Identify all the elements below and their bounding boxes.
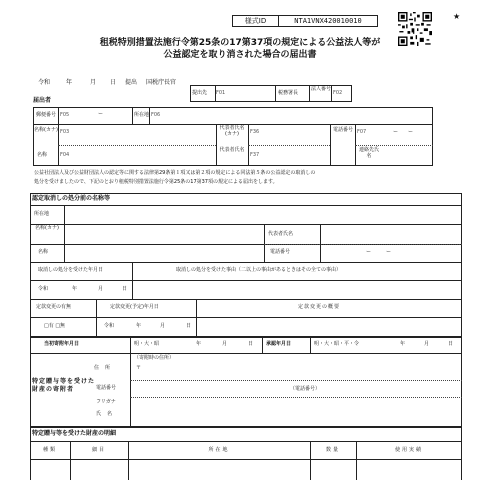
code-f03: F03	[60, 129, 70, 135]
s1-rep-input[interactable]	[322, 226, 460, 242]
change-era: 令和	[104, 323, 115, 329]
postal-code-input[interactable]	[72, 109, 130, 122]
donation-year: 年	[196, 341, 202, 347]
star-mark: ★	[453, 12, 461, 21]
address-label: 所在地	[134, 112, 150, 118]
donor-address-input[interactable]	[146, 362, 458, 378]
phone-dashes: ー ー	[393, 129, 414, 135]
name-kana-input[interactable]	[72, 127, 214, 143]
name-input[interactable]	[72, 148, 214, 164]
donor-name-input[interactable]	[134, 400, 458, 424]
rep-name-label: 代表者氏名	[219, 147, 245, 153]
s1-rep-label: 代表者氏名	[268, 231, 294, 237]
disposal-month: 月	[98, 286, 104, 292]
code-f05: F05	[60, 112, 70, 118]
s1-name-input[interactable]	[66, 246, 262, 260]
rep-name-input[interactable]	[262, 148, 328, 164]
prev-address-note: （寄附時の住所）	[134, 355, 175, 361]
change-day: 日	[186, 323, 192, 329]
change-yes-no[interactable]: □有 □無	[44, 323, 66, 329]
s1-name-kana-label: 名称(カナ)	[35, 225, 59, 231]
corp-no-input[interactable]	[333, 88, 351, 100]
postal-dash: ー	[98, 111, 104, 117]
approval-month: 月	[424, 341, 430, 347]
change-year: 年	[136, 323, 142, 329]
contact-label: 連絡先氏名	[358, 147, 379, 159]
s1-phone-input[interactable]	[322, 246, 460, 260]
disposal-day: 日	[122, 286, 128, 292]
code-f02: F02	[333, 90, 343, 96]
section1-title: 認定取消しの処分前の名称等	[32, 195, 111, 202]
code-f37: F37	[250, 152, 260, 158]
disposal-reason-input[interactable]	[134, 282, 460, 297]
donor-address-label: 住所	[94, 365, 117, 371]
approval-day: 日	[448, 341, 454, 347]
donor-phone-note: （電話番号）	[290, 386, 321, 392]
rep-kana-label: 代表者氏名(カナ)	[219, 125, 245, 137]
code-f07: F07	[357, 129, 367, 135]
code-f36: F36	[250, 129, 260, 135]
disposal-date-label: 取消しの処分を受けた年月日	[38, 267, 104, 273]
s1-name-kana-input[interactable]	[66, 226, 262, 242]
intro-line1: 公益社団法人及び公益財団法人の認定等に関する法律第29条第１項又は第２項の規定による同法第５条の公益認定の取消しの	[34, 170, 316, 176]
donation-day: 日	[248, 341, 254, 347]
phone-input[interactable]	[370, 127, 431, 143]
s1-phone-label: 電話番号	[270, 249, 291, 255]
donation-month: 月	[222, 341, 228, 347]
donor-phone-label: 電話番号	[96, 385, 117, 391]
donor-label: 特定贈与等を受けた財産の寄附者	[32, 378, 96, 394]
col-location: 所在地	[208, 447, 230, 453]
disposal-reason-label: 取消しの処分を受けた事由（二以上の事由があるときはその全ての事由）	[176, 267, 342, 273]
s1-phone-dashes: ー ー	[366, 249, 392, 255]
corp-no-label: 法人番号	[311, 86, 332, 92]
contact-name-input[interactable]	[383, 148, 431, 164]
code-f01: F01	[216, 90, 226, 96]
donation-era: 明・大・昭	[134, 341, 160, 347]
postal-mark: 〒	[136, 365, 142, 371]
change-label: 定款変更の有無	[36, 304, 72, 310]
change-date-label: 定款変更(予定)年月日	[110, 304, 159, 310]
col-subitem: 細目	[91, 447, 106, 453]
change-month: 月	[160, 323, 166, 329]
recipient-label: 提出先	[192, 90, 208, 96]
donor-phone-input[interactable]	[134, 383, 458, 395]
phone-label: 電話番号	[332, 127, 353, 133]
approval-year: 年	[400, 341, 406, 347]
donor-furigana-label: フリガナ	[96, 399, 116, 405]
col-kind: 種類	[42, 447, 57, 453]
document-title-line2: 公益認定を取り消された場合の届出書	[163, 50, 317, 60]
date-submit: 提出	[125, 79, 138, 86]
date-month: 月	[90, 79, 97, 86]
postal-label: 郵便番号	[36, 112, 57, 118]
office-label: 税務署長	[278, 90, 299, 96]
name-kana-label: 名称(カナ)	[34, 127, 58, 133]
col-quantity: 数量	[325, 447, 340, 453]
notifier-label: 届出者	[33, 97, 52, 104]
rep-kana-input[interactable]	[262, 127, 328, 143]
document-title-line1: 租税特別措置法施行令第25条の17第37項の規定による公益法人等が	[99, 38, 381, 48]
col-usage: 使用実績	[394, 447, 423, 453]
date-era: 令和	[38, 79, 51, 86]
intro-line2: 処分を受けましたので、下記のとおり租税特別措置法施行令第25条の17第37項の規定による届出をします。	[34, 179, 278, 185]
recipient-authority: 国税庁長官	[146, 79, 177, 86]
donor-name-label: 氏名	[96, 411, 119, 417]
form-id-label: 様式ID	[233, 16, 279, 26]
disposal-year: 年	[72, 286, 78, 292]
change-summary-label: 定款変更の概要	[298, 304, 341, 310]
disposal-era: 令和	[38, 286, 49, 292]
s1-name-label: 名称	[38, 249, 49, 255]
form-id-box	[232, 15, 378, 27]
approval-date-label: 承認年月日	[266, 341, 292, 347]
recipient-office-input[interactable]	[217, 89, 273, 100]
date-year: 年	[66, 79, 73, 86]
name-label: 名称	[37, 152, 48, 158]
form-id-value: NTA1VNX420010010	[294, 17, 362, 25]
s1-address-input[interactable]	[66, 207, 460, 222]
address-input[interactable]	[164, 109, 430, 122]
approval-era: 明・大・昭・平・令	[314, 341, 360, 347]
s1-address-label: 所在地	[34, 211, 50, 217]
change-summary-input[interactable]	[198, 319, 460, 335]
section3-title: 特定贈与等を受けた財産の明細	[32, 430, 117, 437]
date-day: 日	[110, 79, 117, 86]
donation-date-label: 当初寄附年月日	[44, 341, 80, 347]
code-f06: F06	[151, 112, 161, 118]
code-f04: F04	[60, 152, 70, 158]
